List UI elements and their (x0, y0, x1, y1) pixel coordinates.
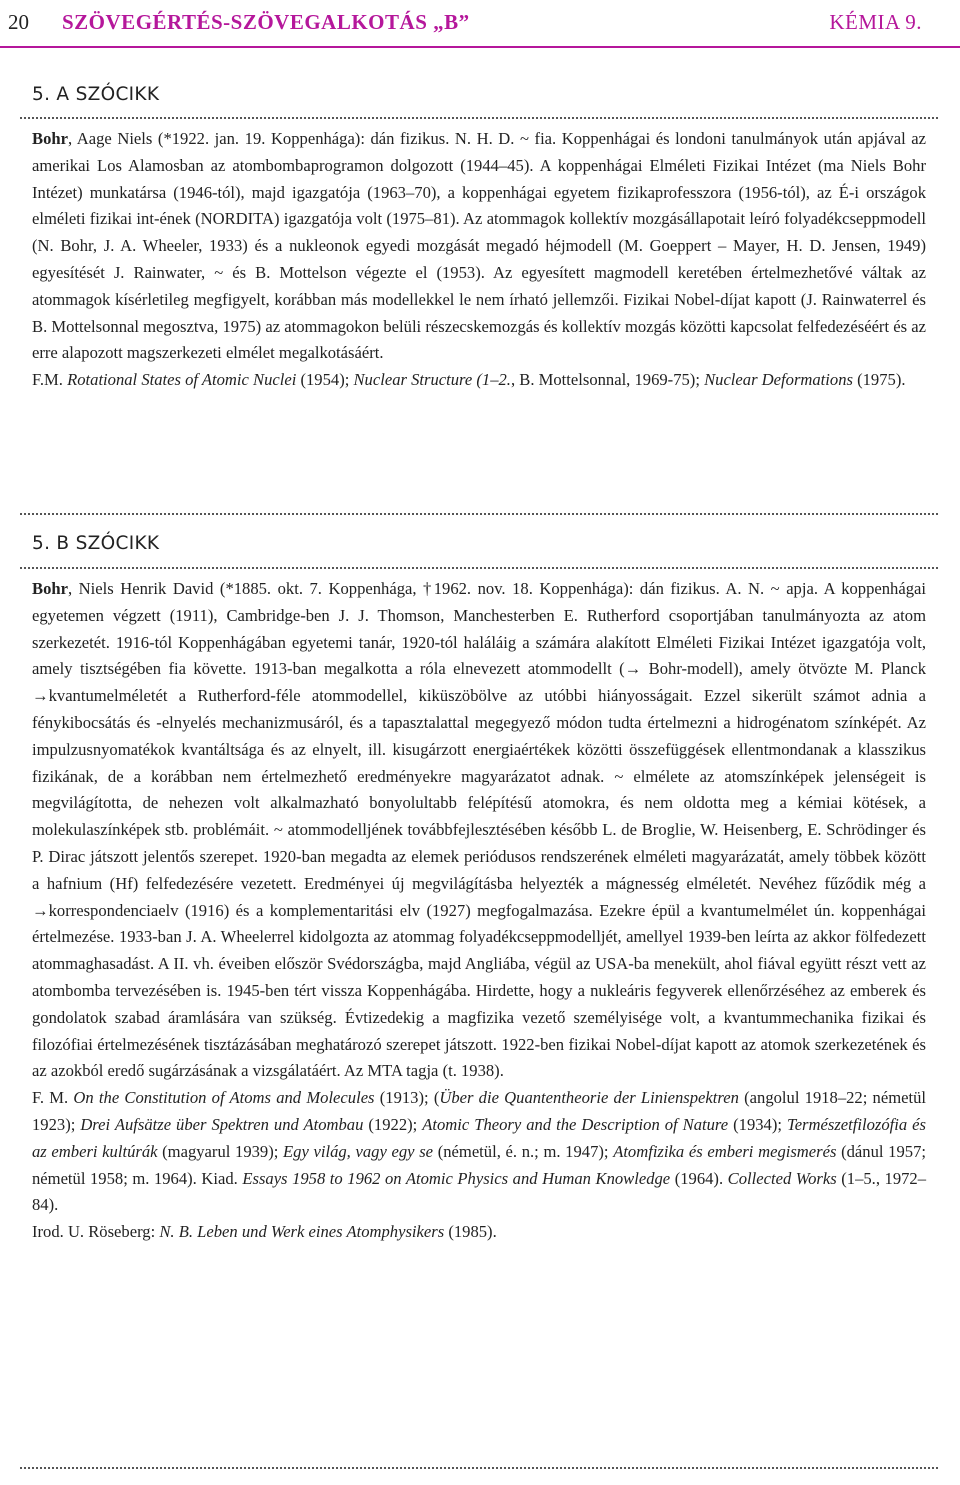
entry-a-body: Bohr, Aage Niels (*1922. jan. 19. Koppenhága): dán fizikus. N. H. D. ~ fia. Koppenhágai és londoni tanulmányok után apjával az amerikai Los Alamosban az atombombaprogramon dolgozott (1944–45). A koppenhágai Elméleti Fizikai Intézet (ma Niels Bohr Intézet) munkatársa (1946-tól), majd igazgatója (1963–70), a koppenhágai egyetem fizikaprofesszora (1956-tól), az É-i országok elméleti fizikai int-ének (NORDITA) igazgatója volt (1975–81). Az atommagok kollektív mozgásállapotait leíró folyadékcseppmodell (N. Bohr, J. A. Wheeler, 1933) és a nukleonok egyedi mozgását megadó héjmodell (M. Goeppert – Mayer, H. D. Jensen, 1949) egyesítését J. Rainwater, ~ és B. Mottelson végezte el (1953). Az egyesített magmodell keretében értelmezhetővé váltak az atommagok kísérletileg megfigyelt, korábban más modellekkel le nem írható jellemzői. Fizikai Nobel-díjat kapott (J. Rainwaterrel és B. Mottelsonnal megosztva, 1975) az atommagokon belüli részecskemozgás és kollektív mozgás közötti kapcsolat felfedezéséért és az erre alapozott magszerkezeti elmélet megalkotásáért. (32, 129, 926, 363)
section-b-bottom-divider (20, 1467, 938, 1469)
page-header (0, 0, 960, 48)
header-title: SZÖVEGÉRTÉS-SZÖVEGALKOTÁS „B” (62, 10, 470, 34)
section-a-bottom-divider (20, 513, 938, 515)
header-rule (0, 46, 960, 48)
entry-b-literature: Irod. U. Röseberg: N. B. Leben und Werk eines Atomphysikers (1985). (32, 1222, 497, 1242)
entry-b-body: Bohr, Niels Henrik David (*1885. okt. 7. Koppenhága, †1962. nov. 18. Koppenhága): dán fizikus. A. N. ~ apja. A koppenhágai egyetemen végzett (1911), Cambridge-ben J. J. Thomson, Manchesterben E. Rutherford csoportjában tanulmányozta az atom szerkezetét. 1916-tól Koppenhágában egyetemi tanár, 1920-tól haláláig a számára alakított Elméleti Fizikai Intézet igazgatója volt, amely tisztségében fia követte. 1913-ban megalkotta a róla elnevezett atommodellt (→ Bohr-modell), amely ötvözte M. Planck →kvantumelméletét a Rutherford-féle atommodellel, kiküszöbölve az utóbbi hiányosságait. Ezzel sikerült számot adnia a fénykibocsátás és -elnyelés mechanizmusáról, és a tapasztalattal megegyező módon tudta értelmezni a hidrogénatom színképét. Az impulzusnyomatékok kvantáltsága és az elnyelt, ill. kisugárzott energiaértékek közötti összefüggések ellentmondanak a klasszikus fizikának, de a korábban nem értelmezhető eredményekre magyarázatot adnak. ~ elmélete az atomszínképek jelenségeit is megvilágította, de nehezen volt alkalmazható bonyolultabb felépítésű atomokra, és nem oldotta meg a kémiai kötések, a molekulaszínképek stb. problémáit. ~ atommodelljének továbbfejlesztésében később L. de Broglie, W. Heisenberg, E. Schrödinger és P. Dirac játszott jelentős szerepet. 1920-ban megadta az elemek periódusos rendszerének elméleti magyarázatát, amely többek között a hafnium (Hf) felfedezésére vezetett. Eredményei új megvilágításba helyezték a mágnesség elméletét. Nevéhez fűződik még a →korrespondenciaelv (1916) és a komplementaritási elv (1927) megfogalmazása. Ezekre épül a kvantumelmélet ún. koppenhágai értelmezése. 1933-ban J. A. Wheelerrel kidolgozta az atommag folyadékcseppmodelljét, amellyel 1939-ben leírta az akkor fölfedezett atommaghasadást. A II. vh. éveiben először Svédországba, majd Angliába, végül az USA-ba menekült, ahol fiával együtt részt vett az atombomba tervezésében is. 1945-ben tért vissza Koppenhágába. Hirdette, hogy a nukleáris fegyverek ellenőrzéséhez az emberek és gondolatok szabad áramlására van szükség. Évtizedekig a magfizika vezető személyisége volt, a kvantummechanika fizikai és filozófiai értelmezésének tisztázásában meghatározó szerepet játszott. 1922-ben fizikai Nobel-díjat kapott az atomok szerkezetének és az azokból eredő sugárzásának a vizsgálatáért. Az MTA tagja (t. 1938). (32, 579, 926, 1081)
page-number: 20 (8, 10, 29, 34)
entry-a-works: F.M. Rotational States of Atomic Nuclei (1954); Nuclear Structure (1–2., B. Mottelsonnal, 1969-75); Nuclear Deformations (1975). (32, 370, 906, 390)
section-b-title: 5. B SZÓCIKK (32, 533, 160, 554)
section-a-title: 5. A SZÓCIKK (32, 84, 160, 105)
entry-b-works: F. M. On the Constitution of Atoms and Molecules (1913); (Über die Quantentheorie der Linienspektren (angolul 1918–22; németül 1923); Drei Aufsätze über Spektren und Atombau (1922); Atomic Theory and the Description of Nature (1934); Természetfilozófia és az emberi kultúrák (magyarul 1939); Egy világ, vagy egy se (németül, é. n.; m. 1947); Atomfizika és emberi megismerés (dánul 1957; németül 1958; m. 1964). Kiad. Essays 1958 to 1962 on Atomic Physics and Human Knowledge (1964). Collected Works (1–5., 1972–84). (32, 1088, 927, 1215)
header-subject: KÉMIA 9. (829, 10, 922, 34)
entry-aage-bohr (32, 126, 926, 394)
entry-niels-bohr (32, 576, 926, 1246)
section-a-top-divider (20, 117, 938, 119)
section-b-top-divider (20, 567, 938, 569)
